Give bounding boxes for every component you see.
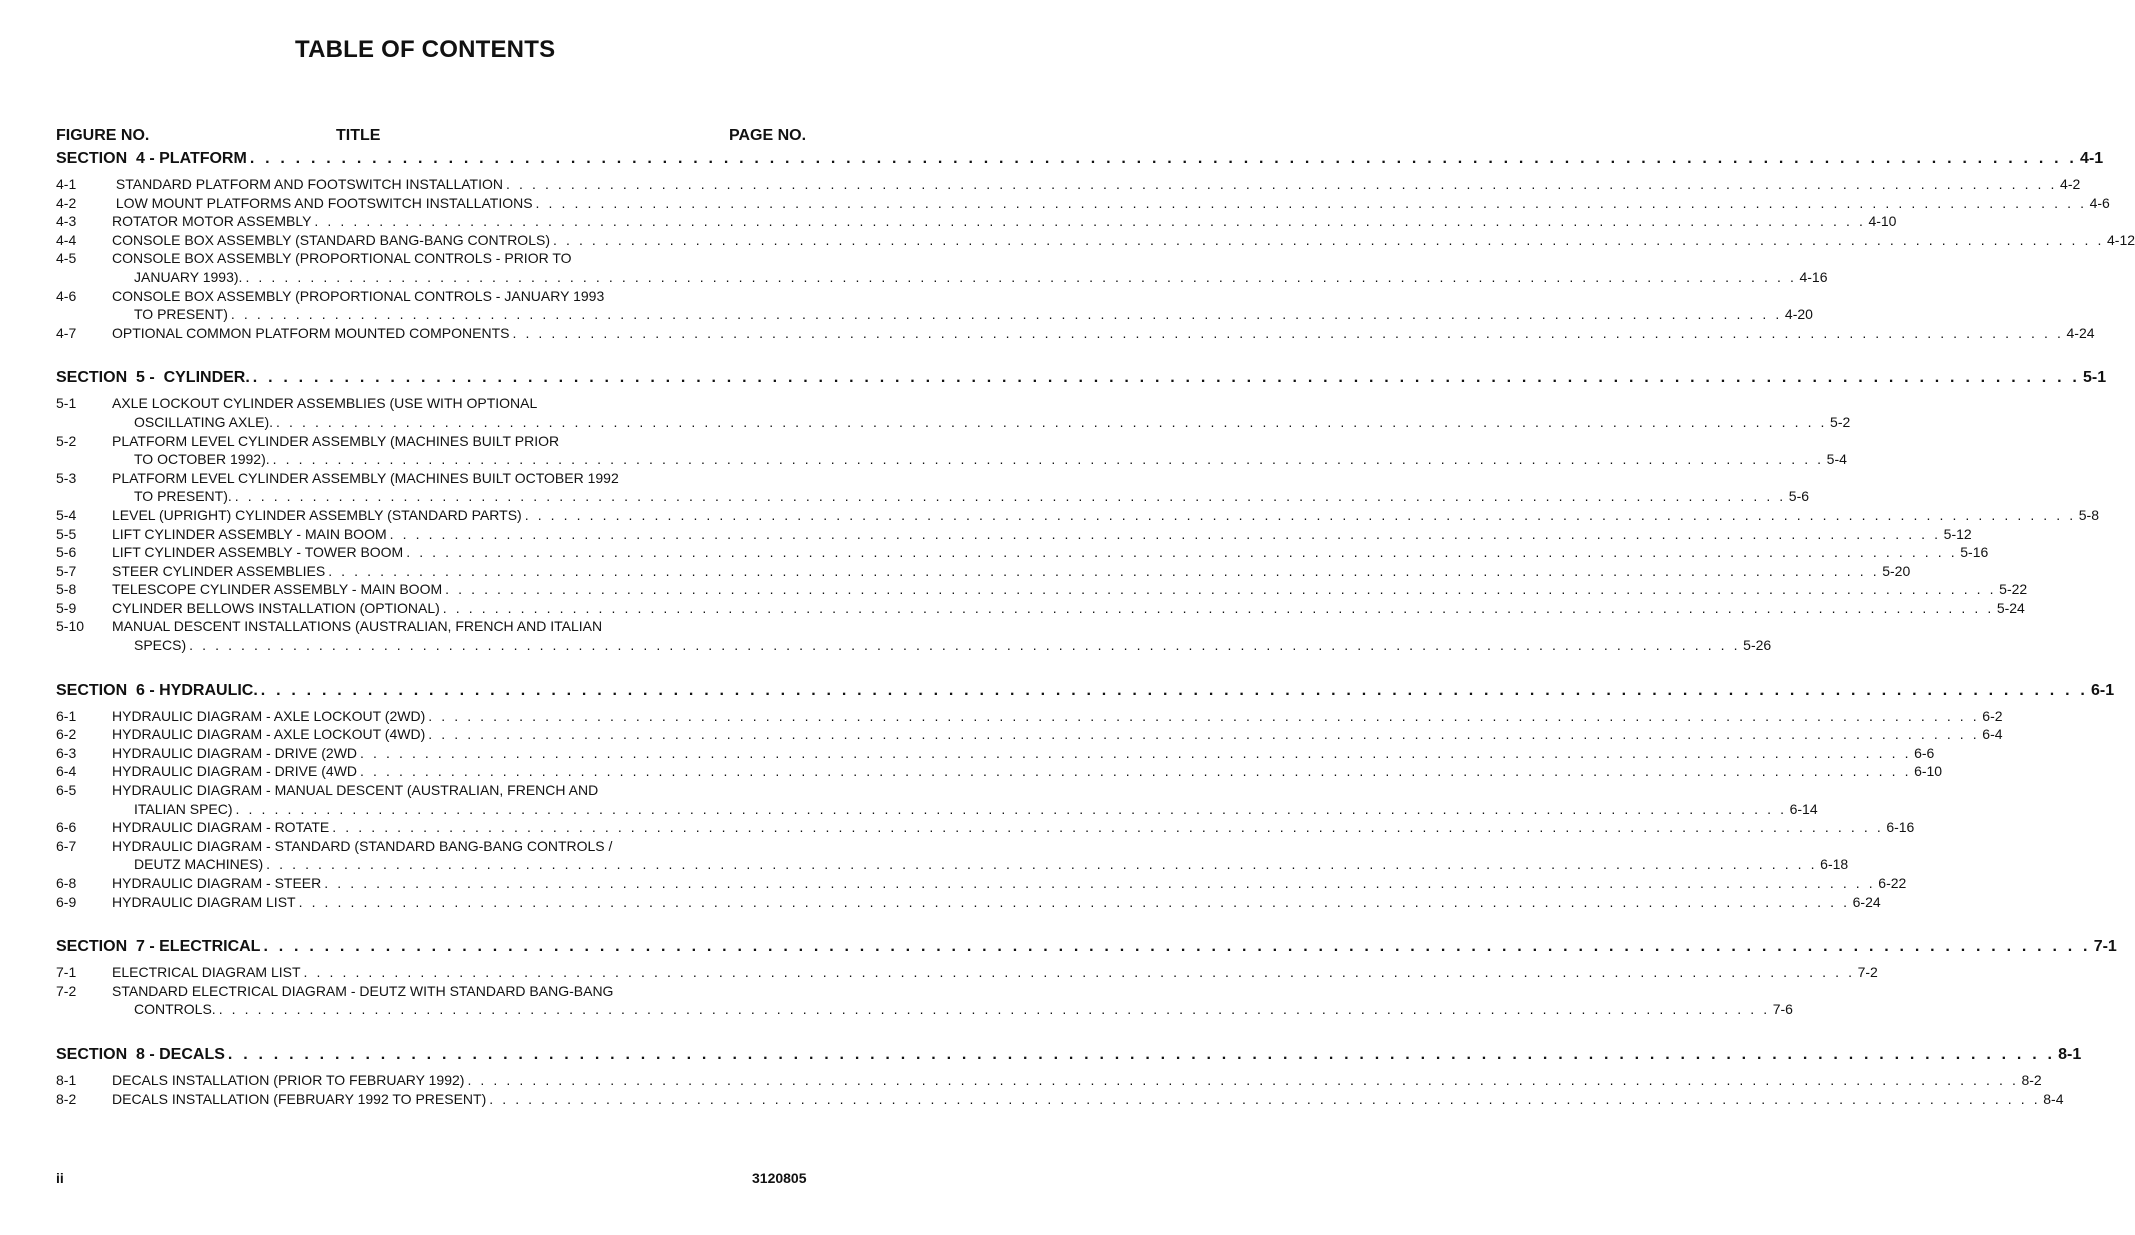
- entry-page-number: 6-14: [1789, 800, 1818, 817]
- section-heading: [56, 150, 2104, 170]
- entry-line-text: HYDRAULIC DIAGRAM - DRIVE (4WD: [112, 763, 358, 780]
- entry-line-text: CONTROLS.: [134, 1001, 216, 1018]
- dot-leader: . . . . . . . . . . . . . . . . . . . . . . . . . . . . . . . . . . . . . . . . . . . . . . . . . . . . . . . . . . . . . . . . . . . . . . . . . . . . . . . . . . . . . . . . . . . . . . . . . . . . . . . . . . . . . . . . . . . . . . . .: [227, 1045, 2056, 1063]
- entry-line: [112, 432, 786, 451]
- toc-entry: [56, 175, 2081, 194]
- entry-page-number: 5-24: [1996, 599, 2025, 616]
- entry-line: [112, 175, 2081, 194]
- entry-line-text: AXLE LOCKOUT CYLINDER ASSEMBLIES (USE WITH OPTIONAL: [112, 395, 538, 412]
- dot-leader: . . . . . . . . . . . . . . . . . . . . . . . . . . . . . . . . . . . . . . . . . . . . . . . . . . . . . . . . . . . . . . . . . . . . . . . . . . . . . . . . . . . . . . . . . . . . . . . . . . . . . . . . . . . . . . . . . . . . . . . .: [489, 1090, 2041, 1107]
- entry-line: [112, 450, 1847, 469]
- dot-leader: . . . . . . . . . . . . . . . . . . . . . . . . . . . . . . . . . . . . . . . . . . . . . . . . . . . . . . . . . . . . . . . . . . . . . . . . . . . . . . . . . . . . . . . . . . . . . . . . . . . . . . . . . . . . . . . . . . . . . . . .: [428, 707, 1980, 724]
- entry-line-text: CONSOLE BOX ASSEMBLY (PROPORTIONAL CONTROLS - JANUARY 1993: [112, 287, 605, 304]
- footer-page-number: ii: [56, 1170, 64, 1186]
- entry-line-text: LIFT CYLINDER ASSEMBLY - TOWER BOOM: [112, 544, 404, 561]
- toc-entry: [56, 212, 1897, 231]
- entry-page-number: 4-20: [1784, 306, 1813, 323]
- entry-line-text: HYDRAULIC DIAGRAM - AXLE LOCKOUT (4WD): [112, 726, 426, 743]
- entry-title: [112, 543, 1989, 562]
- title-column-header: TITLE: [336, 127, 381, 144]
- dot-leader: . . . . . . . . . . . . . . . . . . . . . . . . . . . . . . . . . . . . . . . . . . . . . . . . . . . . . . . . . . . . . . . . . . . . . . . . . . . . . . . . . . . . . . . . . . . . . . . . . . . . . . . . . . . . . . . . . . . . . . . .: [442, 599, 1994, 616]
- section-heading: [56, 681, 2115, 702]
- toc-entry: [56, 1090, 2064, 1109]
- entry-page-number: 5-16: [1960, 544, 1989, 561]
- section-title: SECTION 4 - PLATFORM: [56, 150, 247, 167]
- entry-line: [112, 963, 1878, 982]
- dot-leader: . . . . . . . . . . . . . . . . . . . . . . . . . . . . . . . . . . . . . . . . . . . . . . . . . . . . . . . . . . . . . . . . . . . . . . . . . . . . . . . . . . . . . . . . . . . . . . . . . . . . . . . . . . . . . . . . . . . . . . . .: [524, 506, 2076, 523]
- figure-number: 4-6: [56, 287, 77, 304]
- entry-line: [112, 212, 1897, 231]
- section-page-number: 8-1: [2058, 1045, 2082, 1063]
- entry-title: [112, 432, 1847, 469]
- section-entries: [56, 963, 1878, 1019]
- entry-line-text: LIFT CYLINDER ASSEMBLY - MAIN BOOM: [112, 525, 387, 542]
- toc-entry: [56, 394, 1851, 431]
- entry-line-text: LEVEL (UPRIGHT) CYLINDER ASSEMBLY (STANDARD PARTS): [112, 506, 522, 523]
- entry-line-text: STANDARD PLATFORM AND FOOTSWITCH INSTALLATION: [112, 176, 503, 192]
- toc-entry: [56, 525, 1972, 544]
- dot-leader: . . . . . . . . . . . . . . . . . . . . . . . . . . . . . . . . . . . . . . . . . . . . . . . . . . . . . . . . . . . . . . . . . . . . . . . . . . . . . . . . . . . . . . . . . . . . . . . . . . . . . . . . . . . . . . . . . . . . . . . .: [406, 544, 1958, 561]
- entry-page-number: 6-10: [1914, 763, 1943, 780]
- dot-leader: . . . . . . . . . . . . . . . . . . . . . . . . . . . . . . . . . . . . . . . . . . . . . . . . . . . . . . . . . . . . . . . . . . . . . . . . . . . . . . . . . . . . . . . . . . . . . . . . . . . . . . . . . . . . . . . . . . . . . . . .: [263, 938, 2091, 956]
- figure-number: 6-8: [56, 875, 77, 891]
- entry-title: [112, 580, 2028, 599]
- footer-document-number: 3120805: [752, 1170, 807, 1186]
- entry-line-text: TELESCOPE CYLINDER ASSEMBLY - MAIN BOOM: [112, 581, 443, 598]
- figure-number: 6-1: [56, 707, 77, 724]
- entry-page-number: 4-6: [2089, 194, 2110, 211]
- entry-line: [112, 837, 786, 856]
- dot-leader: . . . . . . . . . . . . . . . . . . . . . . . . . . . . . . . . . . . . . . . . . . . . . . . . . . . . . . . . . . . . . . . . . . . . . . . . . . . . . . . . . . . . . . . . . . . . . . . . . . . . . . . . . . . . . . . . . . . . . . . .: [234, 488, 1786, 505]
- entry-line: [112, 762, 1943, 781]
- figure-number: 4-1: [56, 176, 77, 192]
- dot-leader: . . . . . . . . . . . . . . . . . . . . . . . . . . . . . . . . . . . . . . . . . . . . . . . . . . . . . . . . . . . . . . . . . . . . . . . . . . . . . . . . . . . . . . . . . . . . . . . . . . . . . . . . . . . . . . . . . . . . . . . .: [332, 819, 1884, 836]
- toc-body: [56, 150, 2135, 1108]
- entry-title: [112, 394, 1851, 431]
- figure-number: 6-2: [56, 726, 77, 743]
- entry-page-number: 6-24: [1852, 893, 1881, 910]
- section-page-number: 6-1: [2091, 681, 2115, 699]
- entry-title: [112, 837, 1849, 874]
- section-title: SECTION 7 - ELECTRICAL: [56, 938, 261, 956]
- entry-page-number: 5-22: [1999, 581, 2028, 598]
- toc-entry: [56, 707, 2003, 726]
- toc-section: [56, 369, 2107, 654]
- entry-title: [112, 725, 2003, 744]
- toc-entry: [56, 781, 1818, 818]
- section-entries: [56, 1071, 2064, 1108]
- toc-entry: [56, 580, 2028, 599]
- entry-title: [112, 762, 1943, 781]
- dot-leader: . . . . . . . . . . . . . . . . . . . . . . . . . . . . . . . . . . . . . . . . . . . . . . . . . . . . . . . . . . . . . . . . . . . . . . . . . . . . . . . . . . . . . . . . . . . . . . . . . . . . . . . . . . . . . . . . . . . . . . . .: [298, 893, 1850, 910]
- section-title: SECTION 6 - HYDRAULIC.: [56, 681, 258, 699]
- entry-line-text: SPECS): [134, 637, 187, 654]
- entry-page-number: 7-2: [1857, 964, 1878, 981]
- dot-leader: . . . . . . . . . . . . . . . . . . . . . . . . . . . . . . . . . . . . . . . . . . . . . . . . . . . . . . . . . . . . . . . . . . . . . . . . . . . . . . . . . . . . . . . . . . . . . . . . . . . . . . . . . . . . . . . . . . . . . . . .: [512, 324, 2064, 341]
- entry-page-number: 5-4: [1826, 451, 1847, 468]
- dot-leader: . . . . . . . . . . . . . . . . . . . . . . . . . . . . . . . . . . . . . . . . . . . . . . . . . . . . . . . . . . . . . . . . . . . . . . . . . . . . . . . . . . . . . . . . . . . . . . . . . . . . . . . . . . . . . . . . . . . . . . . .: [272, 451, 1824, 468]
- figure-number: 5-8: [56, 581, 77, 598]
- figure-number: 6-4: [56, 763, 77, 780]
- section-page-number: 4-1: [2080, 150, 2104, 167]
- page-title: TABLE OF CONTENTS: [295, 36, 556, 63]
- entry-title: [112, 469, 1810, 506]
- entry-title: [112, 175, 2081, 194]
- figure-number: 4-7: [56, 324, 77, 341]
- entry-title: [112, 781, 1818, 818]
- figure-number: 7-1: [56, 964, 77, 981]
- entry-page-number: 6-4: [1982, 726, 2003, 743]
- entry-page-number: 4-10: [1868, 213, 1897, 230]
- entry-line: [112, 194, 2110, 213]
- entry-line: [112, 394, 786, 413]
- entry-title: [112, 231, 2135, 250]
- entry-line-text: ITALIAN SPEC): [134, 800, 233, 817]
- dot-leader: . . . . . . . . . . . . . . . . . . . . . . . . . . . . . . . . . . . . . . . . . . . . . . . . . . . . . . . . . . . . . . . . . . . . . . . . . . . . . . . . . . . . . . . . . . . . . . . . . . . . . . . . . . . . . . . . . . . . . . . .: [445, 581, 1997, 598]
- entry-line: [112, 487, 1810, 506]
- entry-line: [112, 893, 1881, 912]
- entry-line: [112, 800, 1818, 819]
- entry-title: [112, 525, 1972, 544]
- entry-line-text: HYDRAULIC DIAGRAM - DRIVE (2WD: [112, 744, 358, 761]
- dot-leader: . . . . . . . . . . . . . . . . . . . . . . . . . . . . . . . . . . . . . . . . . . . . . . . . . . . . . . . . . . . . . . . . . . . . . . . . . . . . . . . . . . . . . . . . . . . . . . . . . . . . . . . . . . . . . . . . . . . . . . . .: [324, 875, 1876, 891]
- figure-number: 4-5: [56, 250, 77, 267]
- dot-leader: . . . . . . . . . . . . . . . . . . . . . . . . . . . . . . . . . . . . . . . . . . . . . . . . . . . . . . . . . . . . . . . . . . . . . . . . . . . . . . . . . . . . . . . . . . . . . . . . . . . . . . . . . . . . . . . . . . . . . . . .: [360, 744, 1912, 761]
- dot-leader: . . . . . . . . . . . . . . . . . . . . . . . . . . . . . . . . . . . . . . . . . . . . . . . . . . . . . . . . . . . . . . . . . . . . . . . . . . . . . . . . . . . . . . . . . . . . . . . . . . . . . . . . . . . . . . . . . . . . . . . .: [276, 413, 1828, 430]
- entry-page-number: 7-6: [1772, 1001, 1793, 1018]
- entry-line: [112, 562, 1911, 581]
- entry-page-number: 5-20: [1882, 562, 1911, 579]
- toc-entry: [56, 231, 2135, 250]
- entry-line-text: OSCILLATING AXLE).: [134, 413, 274, 430]
- entry-title: [112, 617, 1772, 654]
- entry-line: [112, 580, 2028, 599]
- entry-line-text: TO PRESENT): [134, 306, 228, 323]
- section-heading: [56, 1045, 2082, 1066]
- entry-title: [112, 707, 2003, 726]
- entry-page-number: 6-18: [1820, 856, 1849, 873]
- dot-leader: . . . . . . . . . . . . . . . . . . . . . . . . . . . . . . . . . . . . . . . . . . . . . . . . . . . . . . . . . . . . . . . . . . . . . . . . . . . . . . . . . . . . . . . . . . . . . . . . . . . . . . . . . . . . . . . . . . . . . . . .: [235, 800, 1787, 817]
- entry-line-text: OPTIONAL COMMON PLATFORM MOUNTED COMPONENTS: [112, 324, 510, 341]
- figure-number: 8-1: [56, 1071, 77, 1088]
- toc-entry: [56, 1071, 2042, 1090]
- figure-number: 5-6: [56, 544, 77, 561]
- entry-line: [112, 1000, 1793, 1019]
- dot-leader: . . . . . . . . . . . . . . . . . . . . . . . . . . . . . . . . . . . . . . . . . . . . . . . . . . . . . . . . . . . . . . . . . . . . . . . . . . . . . . . . . . . . . . . . . . . . . . . . . . . . . . . . . . . . . . . . . . . . . . . .: [328, 562, 1880, 579]
- entry-line: [112, 543, 1989, 562]
- toc-section: [56, 1045, 2082, 1108]
- entry-line: [112, 781, 786, 800]
- entry-line: [112, 469, 786, 488]
- entry-page-number: 5-26: [1743, 637, 1772, 654]
- entry-title: [112, 599, 2025, 618]
- entry-line-text: DEUTZ MACHINES): [134, 856, 264, 873]
- entry-line-text: TO PRESENT).: [134, 488, 232, 505]
- figure-number: 5-4: [56, 506, 77, 523]
- toc-entry: [56, 874, 1907, 893]
- entry-page-number: 4-12: [2107, 231, 2135, 248]
- dot-leader: . . . . . . . . . . . . . . . . . . . . . . . . . . . . . . . . . . . . . . . . . . . . . . . . . . . . . . . . . . . . . . . . . . . . . . . . . . . . . . . . . . . . . . . . . . . . . . . . . . . . . . . . . . . . . . . . . . . . . . . .: [467, 1071, 2019, 1088]
- figure-number: 5-2: [56, 432, 77, 449]
- toc-entry: [56, 432, 1847, 469]
- entry-line: [112, 413, 1851, 432]
- entry-title: [112, 506, 2099, 525]
- figure-number: 7-2: [56, 982, 77, 999]
- toc-entry: [56, 287, 1813, 324]
- section-heading: [56, 369, 2107, 389]
- entry-page-number: 6-2: [1982, 707, 2003, 724]
- entry-line-text: ELECTRICAL DIAGRAM LIST: [112, 964, 301, 981]
- figure-number: 6-3: [56, 744, 77, 761]
- toc-section: [56, 938, 2117, 1019]
- entry-line: [112, 506, 2099, 525]
- figure-number: 8-2: [56, 1090, 77, 1107]
- figure-number: 5-10: [56, 618, 85, 635]
- figure-number: 5-9: [56, 599, 77, 616]
- page-column-header: PAGE NO.: [729, 127, 807, 144]
- toc-entry: [56, 963, 1878, 982]
- figure-number: 5-7: [56, 562, 77, 579]
- entry-line-text: CYLINDER BELLOWS INSTALLATION (OPTIONAL): [112, 599, 440, 616]
- figure-number: 6-7: [56, 837, 77, 854]
- dot-leader: . . . . . . . . . . . . . . . . . . . . . . . . . . . . . . . . . . . . . . . . . . . . . . . . . . . . . . . . . . . . . . . . . . . . . . . . . . . . . . . . . . . . . . . . . . . . . . . . . . . . . . . . . . . . . . . . . . . . . . . .: [218, 1001, 1770, 1018]
- toc-entry: [56, 469, 1810, 506]
- entry-line: [112, 617, 786, 636]
- figure-number: 6-5: [56, 782, 77, 799]
- entry-line: [112, 231, 2135, 250]
- toc-section: [56, 150, 2135, 342]
- section-heading: [56, 938, 2117, 958]
- entry-line: [112, 268, 1828, 287]
- toc-entry: [56, 837, 1849, 874]
- entry-line-text: HYDRAULIC DIAGRAM - STANDARD (STANDARD BANG-BANG CONTROLS /: [112, 837, 613, 854]
- entry-line-text: PLATFORM LEVEL CYLINDER ASSEMBLY (MACHINES BUILT OCTOBER 1992: [112, 469, 619, 486]
- dot-leader: . . . . . . . . . . . . . . . . . . . . . . . . . . . . . . . . . . . . . . . . . . . . . . . . . . . . . . . . . . . . . . . . . . . . . . . . . . . . . . . . . . . . . . . . . . . . . . . . . . . . . . . . . . . . . . . . . . . . . . . .: [360, 763, 1912, 780]
- dot-leader: . . . . . . . . . . . . . . . . . . . . . . . . . . . . . . . . . . . . . . . . . . . . . . . . . . . . . . . . . . . . . . . . . . . . . . . . . . . . . . . . . . . . . . . . . . . . . . . . . . . . . . . . . . . . . . . . . . . . . . . .: [303, 964, 1855, 981]
- entry-line-text: DECALS INSTALLATION (PRIOR TO FEBRUARY 1992): [112, 1071, 465, 1088]
- dot-leader: . . . . . . . . . . . . . . . . . . . . . . . . . . . . . . . . . . . . . . . . . . . . . . . . . . . . . . . . . . . . . . . . . . . . . . . . . . . . . . . . . . . . . . . . . . . . . . . . . . . . . . . . . . . . . . . . . . . . . . . .: [389, 525, 1941, 542]
- entry-line: [112, 982, 786, 1001]
- entry-page-number: 8-2: [2021, 1071, 2042, 1088]
- entry-page-number: 6-22: [1878, 875, 1907, 891]
- toc-entry: [56, 249, 1828, 286]
- entry-line-text: JANUARY 1993).: [134, 268, 243, 285]
- figure-number: 5-3: [56, 469, 77, 486]
- dot-leader: . . . . . . . . . . . . . . . . . . . . . . . . . . . . . . . . . . . . . . . . . . . . . . . . . . . . . . . . . . . . . . . . . . . . . . . . . . . . . . . . . . . . . . . . . . . . . . . . . . . . . . . . . . . . . . . . . . . . . . . .: [260, 681, 2089, 699]
- toc-entry: [56, 893, 1881, 912]
- entry-title: [112, 982, 1793, 1019]
- entry-line: [112, 599, 2025, 618]
- entry-title: [112, 249, 1828, 286]
- toc-entry: [56, 194, 2110, 213]
- entry-line: [112, 707, 2003, 726]
- entry-line-text: STEER CYLINDER ASSEMBLIES: [112, 562, 326, 579]
- entry-title: [112, 287, 1813, 324]
- entry-line-text: LOW MOUNT PLATFORMS AND FOOTSWITCH INSTALLATIONS: [112, 194, 533, 211]
- entry-page-number: 6-6: [1914, 744, 1935, 761]
- entry-page-number: 8-4: [2043, 1090, 2064, 1107]
- entry-page-number: 5-6: [1788, 488, 1810, 505]
- entry-title: [112, 194, 2110, 213]
- figure-number: 4-2: [56, 194, 77, 211]
- dot-leader: . . . . . . . . . . . . . . . . . . . . . . . . . . . . . . . . . . . . . . . . . . . . . . . . . . . . . . . . . . . . . . . . . . . . . . . . . . . . . . . . . . . . . . . . . . . . . . . . . . . . . . . . . . . . . . . . . . . . . . . .: [535, 194, 2087, 211]
- figure-number: 6-6: [56, 819, 77, 836]
- entry-line-text: HYDRAULIC DIAGRAM - AXLE LOCKOUT (2WD): [112, 707, 426, 724]
- entry-title: [112, 212, 1897, 231]
- entry-line: [112, 324, 2095, 343]
- dot-leader: . . . . . . . . . . . . . . . . . . . . . . . . . . . . . . . . . . . . . . . . . . . . . . . . . . . . . . . . . . . . . . . . . . . . . . . . . . . . . . . . . . . . . . . . . . . . . . . . . . . . . . . . . . . . . . . . . . . . . . . .: [428, 726, 1980, 743]
- entry-title: [112, 744, 1935, 763]
- toc-entry: [56, 617, 1772, 654]
- entry-line-text: HYDRAULIC DIAGRAM - ROTATE: [112, 819, 330, 836]
- dot-leader: . . . . . . . . . . . . . . . . . . . . . . . . . . . . . . . . . . . . . . . . . . . . . . . . . . . . . . . . . . . . . . . . . . . . . . . . . . . . . . . . . . . . . . . . . . . . . . . . . . . . . . . . . . . . . . . . . . . . . . . .: [245, 268, 1797, 285]
- entry-line: [112, 744, 1935, 763]
- figure-number: 5-5: [56, 525, 77, 542]
- entry-page-number: 4-24: [2066, 324, 2095, 341]
- section-title: SECTION 5 - CYLINDER.: [56, 369, 250, 387]
- section-page-number: 5-1: [2083, 369, 2107, 387]
- toc-section: [56, 681, 2115, 912]
- entry-line: [112, 1071, 2042, 1090]
- entry-line: [112, 305, 1813, 324]
- entry-line-text: CONSOLE BOX ASSEMBLY (STANDARD BANG-BANG CONTROLS): [112, 231, 550, 248]
- figure-number: 4-3: [56, 213, 77, 230]
- section-title: SECTION 8 - DECALS: [56, 1045, 225, 1063]
- figure-number: 4-4: [56, 231, 77, 248]
- entry-line-text: HYDRAULIC DIAGRAM - MANUAL DESCENT (AUSTRALIAN, FRENCH AND: [112, 782, 599, 799]
- toc-entry: [56, 324, 2095, 343]
- entry-title: [112, 562, 1911, 581]
- section-entries: [56, 175, 2135, 342]
- entry-page-number: 6-16: [1886, 819, 1915, 836]
- dot-leader: . . . . . . . . . . . . . . . . . . . . . . . . . . . . . . . . . . . . . . . . . . . . . . . . . . . . . . . . . . . . . . . . . . . . . . . . . . . . . . . . . . . . . . . . . . . . . . . . . . . . . . . . . . . . . . . . . . . . . . . .: [249, 150, 2078, 167]
- entry-page-number: 4-16: [1799, 268, 1828, 285]
- entry-title: [112, 818, 1915, 837]
- figure-number: 5-1: [56, 395, 77, 412]
- toc-entry: [56, 744, 1935, 763]
- entry-title: [112, 324, 2095, 343]
- entry-line-text: DECALS INSTALLATION (FEBRUARY 1992 TO PRESENT): [112, 1090, 487, 1107]
- entry-line-text: MANUAL DESCENT INSTALLATIONS (AUSTRALIAN, FRENCH AND ITALIAN: [112, 618, 603, 635]
- entry-title: [112, 893, 1881, 912]
- toc-entry: [56, 982, 1793, 1019]
- dot-leader: . . . . . . . . . . . . . . . . . . . . . . . . . . . . . . . . . . . . . . . . . . . . . . . . . . . . . . . . . . . . . . . . . . . . . . . . . . . . . . . . . . . . . . . . . . . . . . . . . . . . . . . . . . . . . . . . . . . . . . . .: [506, 176, 2058, 192]
- entry-page-number: 4-2: [2060, 176, 2081, 192]
- toc-entry: [56, 506, 2099, 525]
- entry-title: [112, 963, 1878, 982]
- entry-line: [112, 636, 1772, 655]
- dot-leader: . . . . . . . . . . . . . . . . . . . . . . . . . . . . . . . . . . . . . . . . . . . . . . . . . . . . . . . . . . . . . . . . . . . . . . . . . . . . . . . . . . . . . . . . . . . . . . . . . . . . . . . . . . . . . . . . . . . . . . . .: [189, 637, 1741, 654]
- dot-leader: . . . . . . . . . . . . . . . . . . . . . . . . . . . . . . . . . . . . . . . . . . . . . . . . . . . . . . . . . . . . . . . . . . . . . . . . . . . . . . . . . . . . . . . . . . . . . . . . . . . . . . . . . . . . . . . . . . . . . . . .: [314, 213, 1866, 230]
- entry-line-text: TO OCTOBER 1992).: [134, 451, 270, 468]
- dot-leader: . . . . . . . . . . . . . . . . . . . . . . . . . . . . . . . . . . . . . . . . . . . . . . . . . . . . . . . . . . . . . . . . . . . . . . . . . . . . . . . . . . . . . . . . . . . . . . . . . . . . . . . . . . . . . . . . . . . . . . . .: [266, 856, 1818, 873]
- entry-page-number: 5-8: [2078, 506, 2099, 523]
- toc-entry: [56, 725, 2003, 744]
- entry-line-text: HYDRAULIC DIAGRAM LIST: [112, 893, 296, 910]
- toc-entry: [56, 599, 2025, 618]
- toc-entry: [56, 762, 1943, 781]
- entry-line: [112, 249, 786, 268]
- entry-title: [112, 1071, 2042, 1090]
- entry-line-text: STANDARD ELECTRICAL DIAGRAM - DEUTZ WITH STANDARD BANG-BANG: [112, 982, 614, 999]
- entry-title: [112, 874, 1907, 893]
- entry-line: [112, 725, 2003, 744]
- section-entries: [56, 707, 2003, 912]
- entry-line: [112, 287, 786, 306]
- entry-line: [112, 874, 1907, 893]
- figure-number: 6-9: [56, 893, 77, 910]
- dot-leader: . . . . . . . . . . . . . . . . . . . . . . . . . . . . . . . . . . . . . . . . . . . . . . . . . . . . . . . . . . . . . . . . . . . . . . . . . . . . . . . . . . . . . . . . . . . . . . . . . . . . . . . . . . . . . . . . . . . . . . . .: [552, 231, 2105, 248]
- entry-line-text: PLATFORM LEVEL CYLINDER ASSEMBLY (MACHINES BUILT PRIOR: [112, 432, 560, 449]
- section-page-number: 7-1: [2093, 938, 2117, 956]
- toc-entry: [56, 818, 1915, 837]
- entry-title: [112, 1090, 2064, 1109]
- toc-entry: [56, 543, 1989, 562]
- toc-entry: [56, 562, 1911, 581]
- entry-line: [112, 855, 1849, 874]
- entry-page-number: 5-12: [1943, 525, 1972, 542]
- dot-leader: . . . . . . . . . . . . . . . . . . . . . . . . . . . . . . . . . . . . . . . . . . . . . . . . . . . . . . . . . . . . . . . . . . . . . . . . . . . . . . . . . . . . . . . . . . . . . . . . . . . . . . . . . . . . . . . . . . . . . . . .: [230, 306, 1782, 323]
- entry-line: [112, 1090, 2064, 1109]
- entry-line-text: CONSOLE BOX ASSEMBLY (PROPORTIONAL CONTROLS - PRIOR TO: [112, 250, 572, 267]
- entry-page-number: 5-2: [1830, 413, 1851, 430]
- entry-line: [112, 818, 1915, 837]
- entry-line-text: HYDRAULIC DIAGRAM - STEER: [112, 875, 322, 891]
- entry-line-text: ROTATOR MOTOR ASSEMBLY: [112, 213, 312, 230]
- figure-column-header: FIGURE NO.: [56, 127, 150, 144]
- section-entries: [56, 394, 2099, 654]
- entry-line: [112, 525, 1972, 544]
- dot-leader: . . . . . . . . . . . . . . . . . . . . . . . . . . . . . . . . . . . . . . . . . . . . . . . . . . . . . . . . . . . . . . . . . . . . . . . . . . . . . . . . . . . . . . . . . . . . . . . . . . . . . . . . . . . . . . . . . . . . . . . .: [252, 369, 2081, 387]
